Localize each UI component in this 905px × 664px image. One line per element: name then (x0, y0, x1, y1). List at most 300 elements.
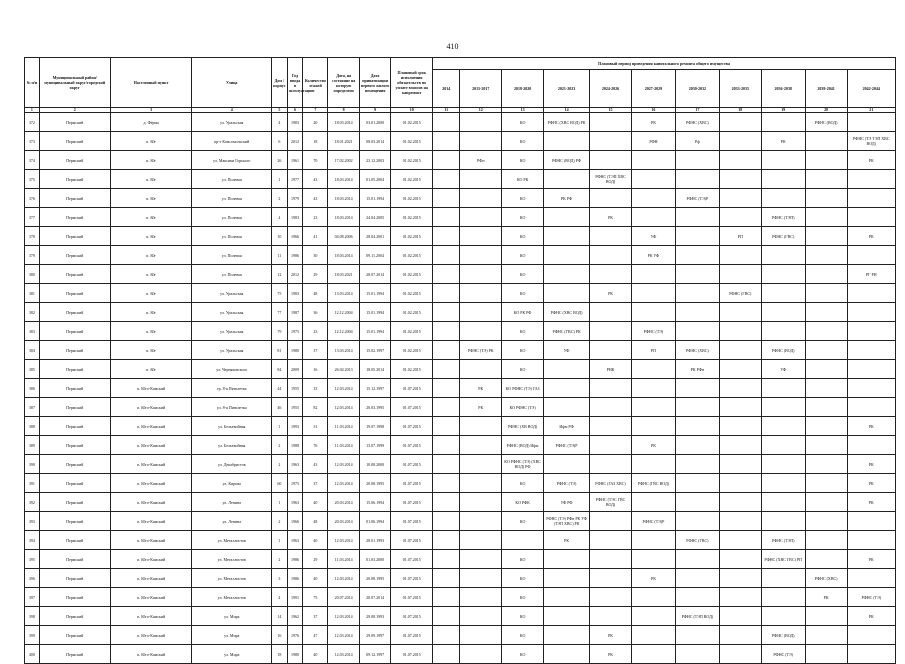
privatization-date-cell: 15.01.1994 (359, 189, 390, 208)
column-number: 20 (805, 108, 847, 113)
street-cell: ул. Металлистов (192, 550, 272, 569)
period-cell (433, 132, 460, 151)
district-cell: Пермский (39, 132, 110, 151)
district-cell: Пермский (39, 512, 110, 531)
privatization-date-cell: 15.02.1997 (359, 341, 390, 360)
payment-term-cell: 01.07.2015 (391, 550, 433, 569)
period-cell (675, 493, 719, 512)
locality-cell: п. Юго-Камский (110, 417, 192, 436)
table-row (25, 246, 896, 265)
period-cell (433, 227, 460, 246)
row-number-cell: 395 (25, 550, 40, 569)
district-cell: Пермский (39, 341, 110, 360)
district-cell: Пермский (39, 607, 110, 626)
payment-term-cell: 01.07.2015 (391, 455, 433, 474)
period-cell (544, 626, 590, 645)
locality-cell: п. Юг (110, 246, 192, 265)
period-cell (675, 474, 719, 493)
period-cell (590, 417, 632, 436)
period-cell (805, 455, 847, 474)
column-number: 10 (391, 108, 433, 113)
period-cell: КО (502, 569, 544, 588)
period-cell: РНК (590, 360, 632, 379)
period-cell: РФНС (ТЭ ТЭП ХВС ВОД) (847, 132, 895, 151)
row-number-cell: 398 (25, 607, 40, 626)
period-cell: РК (761, 132, 805, 151)
locality-cell: п. Юг (110, 303, 192, 322)
period-cell (631, 208, 675, 227)
period-cell (544, 132, 590, 151)
street-cell: ул. Полевая (192, 265, 272, 284)
privatization-date-cell: 28.07.2014 (359, 265, 390, 284)
street-cell: ул. Уральская (192, 341, 272, 360)
period-cell (590, 379, 632, 398)
period-cell: РФНС (ХВС) (675, 113, 719, 132)
period-cell (675, 645, 719, 664)
period-cell (761, 474, 805, 493)
period-cell (761, 303, 805, 322)
row-number-cell: 399 (25, 626, 40, 645)
period-cell (847, 360, 895, 379)
column-number: 18 (719, 108, 761, 113)
table-row (25, 113, 896, 132)
period-cell (805, 474, 847, 493)
survey-date-cell: 04.08.2006 (328, 227, 359, 246)
header-period: 2024-2026 (590, 70, 632, 108)
period-cell (847, 626, 895, 645)
period-cell (847, 113, 895, 132)
period-cell (460, 569, 502, 588)
period-cell (719, 341, 761, 360)
floors-cell: 33 (303, 379, 328, 398)
floors-cell: 36 (303, 303, 328, 322)
build-year-cell: 1975 (287, 322, 303, 341)
survey-date-cell: 18.03.2014 (328, 113, 359, 132)
period-cell (460, 512, 502, 531)
payment-term-cell: 01.07.2015 (391, 436, 433, 455)
privatization-date-cell: 20.07.2014 (359, 588, 390, 607)
build-year-cell: 1980 (287, 645, 303, 664)
row-number-cell: 394 (25, 531, 40, 550)
period-cell (433, 322, 460, 341)
period-cell (433, 208, 460, 227)
build-year-cell: 1987 (287, 303, 303, 322)
period-cell: РК (847, 474, 895, 493)
payment-term-cell: 01.02.2015 (391, 360, 433, 379)
build-year-cell: 1993 (287, 417, 303, 436)
period-cell (761, 151, 805, 170)
district-cell: Пермский (39, 455, 110, 474)
survey-date-cell: 26.04.2013 (328, 360, 359, 379)
period-cell (847, 398, 895, 417)
period-cell (761, 113, 805, 132)
period-cell: РФНС (ХВС ВОД) (544, 303, 590, 322)
period-cell: КО (502, 550, 544, 569)
street-cell: пр-т Комсомольский (192, 132, 272, 151)
period-cell (544, 645, 590, 664)
period-cell (719, 398, 761, 417)
period-cell (544, 398, 590, 417)
column-number: 7 (303, 108, 328, 113)
period-cell (590, 113, 632, 132)
survey-date-cell: 12.03.2014 (328, 569, 359, 588)
row-number-cell: 400 (25, 645, 40, 664)
street-cell: ул. Полевая (192, 246, 272, 265)
period-cell (433, 455, 460, 474)
period-cell (805, 398, 847, 417)
period-cell (719, 265, 761, 284)
house-cell: 4 (272, 113, 288, 132)
period-cell: РФНС (ГАЗ ХВС) (590, 474, 632, 493)
table-row (25, 531, 896, 550)
period-cell: РК (590, 208, 632, 227)
table-row (25, 341, 896, 360)
house-cell: 79 (272, 322, 288, 341)
period-cell (675, 303, 719, 322)
period-cell (631, 417, 675, 436)
period-cell (631, 607, 675, 626)
period-cell (719, 474, 761, 493)
district-cell: Пермский (39, 208, 110, 227)
period-cell (847, 303, 895, 322)
period-cell (847, 189, 895, 208)
period-cell (805, 436, 847, 455)
column-number: 12 (460, 108, 502, 113)
row-number-cell: 373 (25, 132, 40, 151)
period-cell (433, 645, 460, 664)
period-cell: РК (847, 151, 895, 170)
district-cell: Пермский (39, 436, 110, 455)
floors-cell: 40 (303, 493, 328, 512)
district-cell: Пермский (39, 569, 110, 588)
period-cell (675, 588, 719, 607)
period-cell (590, 569, 632, 588)
period-cell (544, 360, 590, 379)
floors-cell: 48 (303, 512, 328, 531)
payment-term-cell: 01.02.2015 (391, 303, 433, 322)
build-year-cell: 1983 (287, 208, 303, 227)
privatization-date-cell: 28.01.1993 (359, 531, 390, 550)
period-cell: РФНС (ТЭ) (631, 322, 675, 341)
period-cell (544, 379, 590, 398)
header-num: № п/п (25, 58, 40, 108)
period-cell (460, 417, 502, 436)
payment-term-cell: 01.07.2015 (391, 417, 433, 436)
period-cell (460, 360, 502, 379)
period-cell (544, 170, 590, 189)
period-cell (847, 569, 895, 588)
floors-cell: 18 (303, 132, 328, 151)
period-cell: КО (502, 322, 544, 341)
period-cell (719, 151, 761, 170)
header-period: 2021-2023 (544, 70, 590, 108)
period-cell (805, 360, 847, 379)
house-cell: 6 (272, 132, 288, 151)
floors-cell: 43 (303, 170, 328, 189)
period-cell (675, 227, 719, 246)
survey-date-cell: 17.02.2002 (328, 151, 359, 170)
build-year-cell: 1955 (287, 379, 303, 398)
row-number-cell: 393 (25, 512, 40, 531)
payment-term-cell: 01.07.2015 (391, 493, 433, 512)
period-cell: РФНС (ТЭ) (761, 645, 805, 664)
house-cell: 16 (272, 626, 288, 645)
header-period: 2030-2032 (675, 70, 719, 108)
street-cell: ул. Полевая (192, 189, 272, 208)
floors-cell: 48 (303, 284, 328, 303)
build-year-cell: 1986 (287, 569, 303, 588)
period-cell (675, 550, 719, 569)
period-cell (590, 151, 632, 170)
period-cell: РК РФ (544, 189, 590, 208)
period-cell (675, 208, 719, 227)
build-year-cell: 1963 (287, 531, 303, 550)
privatization-date-cell: 29.09.1997 (359, 626, 390, 645)
table-row (25, 474, 896, 493)
period-cell: РФНС (ТЭП ХВС ВОД) (590, 170, 632, 189)
period-cell (719, 436, 761, 455)
period-cell: КО (502, 246, 544, 265)
row-number-cell: 382 (25, 303, 40, 322)
privatization-date-cell: 13.07.1999 (359, 436, 390, 455)
period-cell (590, 607, 632, 626)
build-year-cell: 1983 (287, 113, 303, 132)
table-row (25, 569, 896, 588)
period-cell (502, 531, 544, 550)
payment-term-cell: 01.02.2015 (391, 113, 433, 132)
column-number: 5 (272, 108, 288, 113)
period-cell: РК (460, 398, 502, 417)
period-cell (847, 645, 895, 664)
period-cell (631, 189, 675, 208)
district-cell: Пермский (39, 531, 110, 550)
period-cell (433, 189, 460, 208)
header-floors: Количество этажей (303, 58, 328, 108)
house-cell: 1 (272, 493, 288, 512)
house-cell: 10 (272, 227, 288, 246)
privatization-date-cell: 28.04.2001 (359, 227, 390, 246)
payment-term-cell: 01.07.2015 (391, 398, 433, 417)
payment-term-cell: 01.02.2015 (391, 341, 433, 360)
payment-term-cell: 01.02.2015 (391, 265, 433, 284)
privatization-date-cell: 01.06.1994 (359, 512, 390, 531)
period-cell (719, 645, 761, 664)
house-cell: 60 (272, 474, 288, 493)
survey-date-cell: 18.03.2014 (328, 246, 359, 265)
district-cell: Пермский (39, 417, 110, 436)
floors-cell: 76 (303, 436, 328, 455)
period-cell: РФНС (ТЭС ГВС ВОД) (590, 493, 632, 512)
street-cell: ул. Декабристов (192, 455, 272, 474)
district-cell: Пермский (39, 645, 110, 664)
period-cell (544, 208, 590, 227)
street-cell: ул. Уральская (192, 113, 272, 132)
build-year-cell: 1977 (287, 170, 303, 189)
locality-cell: п. Юго-Камский (110, 455, 192, 474)
payment-term-cell: 01.02.2015 (391, 246, 433, 265)
period-cell (719, 626, 761, 645)
period-cell (590, 436, 632, 455)
privatization-date-cell: 09.11.2004 (359, 246, 390, 265)
build-year-cell: 1991 (287, 588, 303, 607)
period-cell (460, 189, 502, 208)
period-cell (675, 246, 719, 265)
period-cell (433, 626, 460, 645)
period-cell: РФНС (ГВС) (761, 227, 805, 246)
period-cell (433, 246, 460, 265)
period-cell (460, 208, 502, 227)
column-number: 14 (544, 108, 590, 113)
locality-cell: п. Юг (110, 170, 192, 189)
survey-date-cell: 13.03.2014 (328, 284, 359, 303)
survey-date-cell: 12.12.2004 (328, 322, 359, 341)
payment-term-cell: 01.07.2015 (391, 474, 433, 493)
district-cell: Пермский (39, 113, 110, 132)
period-cell (433, 398, 460, 417)
row-number-cell: 372 (25, 113, 40, 132)
payment-term-cell: 01.07.2015 (391, 607, 433, 626)
floors-cell: 47 (303, 626, 328, 645)
street-cell: ул. Металлистов (192, 531, 272, 550)
privatization-date-cell: 20.08.1995 (359, 569, 390, 588)
table-row (25, 265, 896, 284)
period-cell: КО (502, 474, 544, 493)
period-cell: РФНС (ТЭ) РФн РК УФ (ТЭП ХВС) РК (544, 512, 590, 531)
table-row (25, 189, 896, 208)
street-cell: ул. Металлистов (192, 569, 272, 588)
row-number-cell: 374 (25, 151, 40, 170)
district-cell: Пермский (39, 246, 110, 265)
locality-cell: п. Юго-Камский (110, 626, 192, 645)
row-number-cell: 379 (25, 246, 40, 265)
period-cell: КО (502, 626, 544, 645)
period-cell: РФНС (ТЭП) (761, 208, 805, 227)
district-cell: Пермский (39, 379, 110, 398)
period-cell: Ифм РФ (544, 417, 590, 436)
table-row (25, 417, 896, 436)
row-number-cell: 397 (25, 588, 40, 607)
period-cell (590, 265, 632, 284)
period-cell (719, 379, 761, 398)
period-cell (761, 512, 805, 531)
survey-date-cell: 12.03.2014 (328, 379, 359, 398)
house-cell: 3 (272, 569, 288, 588)
period-cell (590, 512, 632, 531)
period-cell: КО (502, 265, 544, 284)
period-cell (805, 645, 847, 664)
period-cell (719, 569, 761, 588)
period-cell: КО (502, 113, 544, 132)
locality-cell: п. Юго-Камский (110, 645, 192, 664)
floors-cell: 37 (303, 341, 328, 360)
period-cell (590, 398, 632, 417)
table-row (25, 322, 896, 341)
row-number-cell: 392 (25, 493, 40, 512)
period-cell (847, 531, 895, 550)
period-cell (675, 626, 719, 645)
period-cell (631, 550, 675, 569)
locality-cell: п. Юго-Камский (110, 531, 192, 550)
street-cell: ул. Уральская (192, 303, 272, 322)
house-cell: 1 (272, 170, 288, 189)
period-cell (805, 607, 847, 626)
locality-cell: п. Юг (110, 227, 192, 246)
privatization-date-cell: 24.04.2005 (359, 208, 390, 227)
period-cell (460, 227, 502, 246)
period-cell: КО РФНС (ТЭ) (ХВС ВОД) РФ (502, 455, 544, 474)
privatization-date-cell: 18.05.2014 (359, 360, 390, 379)
period-cell (631, 265, 675, 284)
street-cell: ул. Мира (192, 645, 272, 664)
period-cell: РК (847, 550, 895, 569)
period-cell: УФ (544, 341, 590, 360)
period-cell: РК (544, 531, 590, 550)
period-cell: РК (847, 493, 895, 512)
payment-term-cell: 01.02.2015 (391, 170, 433, 189)
period-cell: КО (502, 588, 544, 607)
period-cell: РФНС (ВОД) (761, 341, 805, 360)
period-cell (433, 474, 460, 493)
payment-term-cell: 01.02.2015 (391, 151, 433, 170)
build-year-cell: 1962 (287, 607, 303, 626)
floors-cell: 30 (303, 246, 328, 265)
period-cell (675, 569, 719, 588)
period-cell (675, 436, 719, 455)
street-cell: ул. Максима Горького (192, 151, 272, 170)
district-cell: Пермский (39, 284, 110, 303)
house-cell: 18 (272, 645, 288, 664)
period-cell: РФНС (ХВ ВОД) (502, 417, 544, 436)
survey-date-cell: 12.03.2014 (328, 645, 359, 664)
survey-date-cell: 13.03.2014 (328, 341, 359, 360)
period-cell: РК (590, 645, 632, 664)
survey-date-cell: 11.03.2014 (328, 436, 359, 455)
build-year-cell: 1986 (287, 246, 303, 265)
table-row (25, 379, 896, 398)
period-cell (761, 265, 805, 284)
period-cell (460, 246, 502, 265)
period-cell: РК (631, 569, 675, 588)
column-number: 3 (110, 108, 192, 113)
floors-cell: 75 (303, 588, 328, 607)
privatization-date-cell: 20.08.1995 (359, 474, 390, 493)
survey-date-cell: 12.03.2014 (328, 474, 359, 493)
period-cell (761, 398, 805, 417)
build-year-cell: 1979 (287, 189, 303, 208)
survey-date-cell: 20.03.2014 (328, 493, 359, 512)
district-cell: Пермский (39, 322, 110, 341)
floors-cell: 37 (303, 474, 328, 493)
period-cell: РП (719, 227, 761, 246)
header-period: 2027-2029 (631, 70, 675, 108)
period-cell (805, 303, 847, 322)
table-row (25, 398, 896, 417)
floors-cell: 31 (303, 417, 328, 436)
header-period: 2036-2038 (761, 70, 805, 108)
period-cell (460, 474, 502, 493)
period-cell (631, 455, 675, 474)
period-cell: РФНС (ВОД) (761, 626, 805, 645)
column-number: 17 (675, 108, 719, 113)
privatization-date-cell: 15.12.1997 (359, 379, 390, 398)
period-cell (805, 170, 847, 189)
period-cell (805, 208, 847, 227)
street-cell: ул. 8-я Пятилетка (192, 398, 272, 417)
period-cell (719, 132, 761, 151)
period-cell (761, 189, 805, 208)
period-cell (719, 189, 761, 208)
locality-cell: п. Юг (110, 208, 192, 227)
